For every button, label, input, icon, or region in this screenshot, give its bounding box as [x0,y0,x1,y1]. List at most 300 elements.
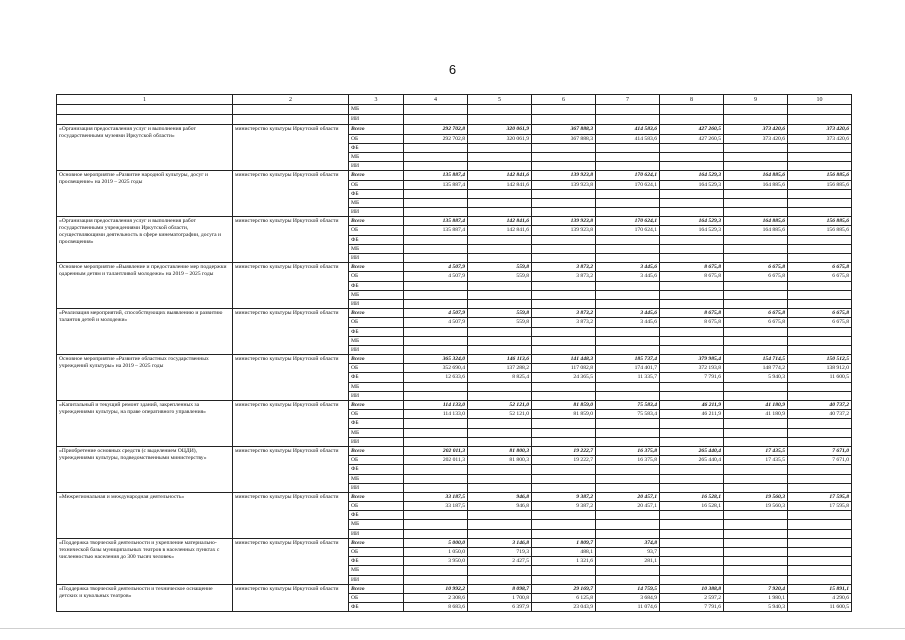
value-cell [660,538,724,547]
value-cell [404,382,468,391]
value-cell [724,474,788,483]
value-cell: 7 791,6 [660,603,724,612]
value-cell: 135 887,4 [404,226,468,235]
value-cell: 156 885,6 [788,171,852,180]
value-cell: 559,8 [468,272,532,281]
value-cell: 142 841,6 [468,226,532,235]
value-cell [404,566,468,575]
value-cell [468,290,532,299]
value-cell [724,483,788,492]
table-row [57,115,852,125]
funding-source-cell: ОБ [349,502,404,511]
value-cell [724,105,788,115]
value-cell [788,529,852,538]
value-cell [468,152,532,161]
funding-source-cell: ФБ [349,557,404,566]
value-cell [724,290,788,299]
value-cell: 373 420,6 [788,125,852,134]
header-row [57,95,852,105]
value-cell [788,198,852,207]
value-cell [468,382,532,391]
value-cell [660,483,724,492]
responsible-executor: министерство культуры Иркутской области [233,125,349,171]
funding-source-cell: ОБ [349,318,404,327]
funding-source-cell: Всего [349,584,404,593]
value-cell [724,419,788,428]
value-cell: 3 873,2 [532,309,596,318]
funding-source-cell: МБ [349,244,404,253]
budget-table [56,94,852,612]
value-cell: 372 193,8 [660,364,724,373]
value-cell [660,290,724,299]
value-cell [596,391,660,400]
value-cell [596,115,660,125]
value-cell [788,162,852,171]
value-cell: 1 700,8 [468,593,532,602]
value-cell: 81 859,0 [532,410,596,419]
value-cell: 414 583,6 [596,134,660,143]
value-cell [468,254,532,263]
value-cell [596,105,660,115]
value-cell: 17 595,8 [788,492,852,501]
funding-source-cell: ОБ [349,180,404,189]
table-row [57,309,852,318]
value-cell: 19 222,7 [532,456,596,465]
funding-source-cell: ФБ [349,603,404,612]
activity-description: Основное мероприятие «Развитие народной культуры, досуг и просвещение» на 2019 – 2025 годы [57,171,233,217]
funding-source-cell: Всего [349,217,404,226]
value-cell [404,474,468,483]
value-cell [596,299,660,308]
value-cell [532,162,596,171]
value-cell: 414 583,6 [596,125,660,134]
value-cell [404,254,468,263]
value-cell: 9 387,2 [532,502,596,511]
value-cell: 427 260,5 [660,125,724,134]
funding-source-cell: ИИ [349,437,404,446]
value-cell [788,538,852,547]
funding-source-cell: Всего [349,263,404,272]
value-cell: 139 923,8 [532,180,596,189]
value-cell [596,483,660,492]
funding-source-cell: Всего [349,125,404,134]
value-cell [404,428,468,437]
value-cell: 164 529,3 [660,217,724,226]
funding-source-cell: МБ [349,428,404,437]
value-cell: 40 737,2 [788,410,852,419]
value-cell [660,474,724,483]
value-cell [532,327,596,336]
value-cell [596,198,660,207]
value-cell: 17 435,5 [724,446,788,455]
value-cell: 139 923,8 [532,217,596,226]
value-cell: 265 440,4 [660,446,724,455]
value-cell [404,281,468,290]
value-cell: 4 507,9 [404,309,468,318]
value-cell [404,391,468,400]
value-cell [724,465,788,474]
value-cell: 19 222,7 [532,446,596,455]
value-cell [532,345,596,354]
value-cell: 10 992,2 [404,584,468,593]
column-number-header: 9 [724,95,788,105]
value-cell: 3 873,2 [532,272,596,281]
value-cell [724,208,788,217]
value-cell: 365 324,0 [404,355,468,364]
value-cell [660,254,724,263]
value-cell: 6 675,8 [788,272,852,281]
funding-source-cell: ИИ [349,345,404,354]
value-cell [724,575,788,584]
value-cell [404,152,468,161]
value-cell: 3 873,2 [532,263,596,272]
funding-source-cell: ИИ [349,208,404,217]
table-row [57,538,852,547]
value-cell: 7 671,0 [788,456,852,465]
value-cell: 374,8 [596,538,660,547]
value-cell [660,208,724,217]
value-cell [788,437,852,446]
value-cell: 946,8 [468,492,532,501]
value-cell [724,143,788,152]
value-cell: 7 671,0 [788,446,852,455]
activity-description: «Реализация мероприятий, способствующих выявлению и развитию талантов детей и молодежи» [57,309,233,355]
value-cell: 8 675,8 [660,318,724,327]
value-cell [788,511,852,520]
column-number-header: 3 [349,95,404,105]
value-cell [660,281,724,290]
value-cell [404,483,468,492]
value-cell: 139 923,8 [532,171,596,180]
value-cell: 135 887,4 [404,180,468,189]
value-cell [788,419,852,428]
value-cell: 3 445,6 [596,309,660,318]
value-cell: 6 675,8 [724,272,788,281]
funding-source-cell: ИИ [349,299,404,308]
value-cell: 170 624,1 [596,171,660,180]
value-cell: 719,3 [468,548,532,557]
value-cell [660,437,724,446]
value-cell: 52 121,0 [468,401,532,410]
value-cell: 14 759,5 [596,584,660,593]
value-cell [404,143,468,152]
value-cell [404,208,468,217]
value-cell [468,419,532,428]
value-cell [788,290,852,299]
value-cell [532,511,596,520]
value-cell [724,557,788,566]
value-cell [788,299,852,308]
value-cell [596,290,660,299]
value-cell [532,391,596,400]
value-cell [660,575,724,584]
value-cell [596,345,660,354]
value-cell [468,474,532,483]
value-cell [724,382,788,391]
value-cell: 16 375,8 [596,446,660,455]
value-cell [660,143,724,152]
value-cell: 23 043,9 [532,603,596,612]
funding-source-cell: ОБ [349,593,404,602]
value-cell [532,566,596,575]
value-cell: 8 098,7 [468,584,532,593]
value-cell: 154 714,5 [724,355,788,364]
funding-source-cell: ОБ [349,548,404,557]
value-cell [404,465,468,474]
responsible-executor: министерство культуры Иркутской области [233,263,349,309]
funding-source-cell: МБ [349,105,404,115]
value-cell [532,143,596,152]
value-cell [468,281,532,290]
value-cell [660,162,724,171]
funding-source-cell: МБ [349,474,404,483]
value-cell [468,437,532,446]
value-cell: 19 560,3 [724,492,788,501]
value-cell [660,152,724,161]
value-cell: 427 260,5 [660,134,724,143]
table-row [57,584,852,593]
value-cell [724,115,788,125]
value-cell [660,557,724,566]
value-cell [660,548,724,557]
funding-source-cell: ФБ [349,327,404,336]
value-cell: 3 873,2 [532,318,596,327]
value-cell [788,327,852,336]
value-cell: 3 445,6 [596,318,660,327]
value-cell [468,198,532,207]
value-cell [468,345,532,354]
activity-description: Основное мероприятие «Выявление и предоставление мер поддержки одаренным детям и талантливой молодежи» на 2019 – 2025 годы [57,263,233,309]
value-cell: 7 791,6 [660,373,724,382]
value-cell: 2 308,6 [404,593,468,602]
value-cell: 139 923,8 [532,226,596,235]
value-cell: 117 082,8 [532,364,596,373]
value-cell: 16 375,8 [596,456,660,465]
value-cell [788,235,852,244]
value-cell [660,299,724,308]
responsible-cell [233,115,349,125]
value-cell [404,437,468,446]
value-cell: 559,8 [468,318,532,327]
value-cell [596,520,660,529]
value-cell [788,345,852,354]
funding-source-cell: Всего [349,171,404,180]
value-cell: 6 675,8 [724,318,788,327]
value-cell [404,575,468,584]
value-cell [724,520,788,529]
value-cell [532,198,596,207]
value-cell [404,189,468,198]
funding-source-cell: ОБ [349,364,404,373]
value-cell: 202 011,3 [404,456,468,465]
value-cell [532,529,596,538]
value-cell: 5 940,3 [724,373,788,382]
value-cell [660,189,724,198]
value-cell [596,208,660,217]
value-cell [788,575,852,584]
funding-source-cell: МБ [349,566,404,575]
funding-source-cell: Всего [349,355,404,364]
value-cell [596,143,660,152]
value-cell [532,428,596,437]
funding-source-cell: МБ [349,152,404,161]
description-cell [57,115,233,125]
value-cell [532,189,596,198]
value-cell: 6 675,8 [788,318,852,327]
page-bottom-edge [0,628,905,629]
value-cell: 8 675,8 [660,272,724,281]
value-cell: 93,7 [596,548,660,557]
value-cell [532,465,596,474]
value-cell: 41 180,9 [724,401,788,410]
value-cell: 367 888,3 [532,125,596,134]
funding-source-cell: ОБ [349,134,404,143]
value-cell: 8 675,8 [660,263,724,272]
value-cell [404,520,468,529]
funding-source-cell: ОБ [349,456,404,465]
value-cell: 6 675,8 [724,309,788,318]
value-cell [468,336,532,345]
funding-source-cell: ФБ [349,419,404,428]
value-cell: 202 011,3 [404,446,468,455]
value-cell: 373 420,6 [724,134,788,143]
value-cell: 33 187,5 [404,492,468,501]
value-cell [404,345,468,354]
value-cell [404,115,468,125]
value-cell [724,538,788,547]
funding-source-cell: ФБ [349,511,404,520]
responsible-cell [233,105,349,115]
value-cell: 292 702,8 [404,134,468,143]
value-cell [660,465,724,474]
value-cell: 156 885,6 [788,226,852,235]
value-cell [468,244,532,253]
value-cell [532,254,596,263]
value-cell [596,465,660,474]
value-cell: 141 448,3 [532,355,596,364]
value-cell: 114 133,0 [404,401,468,410]
page-number: 6 [448,62,457,77]
column-number-header: 1 [57,95,233,105]
value-cell: 17 595,8 [788,502,852,511]
value-cell: 185 737,4 [596,355,660,364]
funding-source-cell: ФБ [349,189,404,198]
value-cell [532,437,596,446]
value-cell: 11 074,6 [596,603,660,612]
value-cell: 164 885,6 [724,217,788,226]
value-cell [596,244,660,253]
value-cell: 379 985,4 [660,355,724,364]
value-cell: 352 690,4 [404,364,468,373]
value-cell [404,162,468,171]
value-cell [468,529,532,538]
funding-source-cell: МБ [349,290,404,299]
activity-description: «Капитальный и текущий ремонт зданий, закрепленных за учреждениями культуры, на праве оперативного управления» [57,401,233,447]
value-cell [724,299,788,308]
funding-source-cell: ИИ [349,575,404,584]
value-cell [660,566,724,575]
value-cell: 2 597,2 [660,593,724,602]
value-cell [788,105,852,115]
value-cell [404,244,468,253]
value-cell [532,474,596,483]
value-cell [660,428,724,437]
value-cell [660,345,724,354]
value-cell [788,244,852,253]
value-cell: 46 211,9 [660,410,724,419]
value-cell [532,152,596,161]
value-cell [660,105,724,115]
value-cell [724,244,788,253]
value-cell [596,474,660,483]
value-cell: 4 507,9 [404,318,468,327]
value-cell: 5 000,0 [404,538,468,547]
column-number-header: 10 [788,95,852,105]
value-cell [404,511,468,520]
value-cell: 75 583,4 [596,410,660,419]
table-row [57,492,852,501]
value-cell: 367 888,3 [532,134,596,143]
table-row [57,171,852,180]
funding-source-cell: Всего [349,446,404,455]
value-cell: 170 624,1 [596,226,660,235]
value-cell [404,198,468,207]
responsible-executor: министерство культуры Иркутской области [233,401,349,447]
value-cell: 138 912,0 [788,364,852,373]
value-cell: 75 583,4 [596,401,660,410]
value-cell [532,115,596,125]
value-cell: 52 121,0 [468,410,532,419]
funding-source-cell: ИИ [349,254,404,263]
value-cell: 150 512,5 [788,355,852,364]
value-cell: 16 528,1 [660,492,724,501]
value-cell [596,437,660,446]
value-cell: 292 702,8 [404,125,468,134]
value-cell [724,189,788,198]
funding-source-cell: ИИ [349,529,404,538]
value-cell: 170 624,1 [596,180,660,189]
value-cell [532,281,596,290]
value-cell [660,529,724,538]
value-cell [788,115,852,125]
value-cell: 24 365,5 [532,373,596,382]
value-cell: 6 675,8 [724,263,788,272]
funding-source-cell: ИИ [349,483,404,492]
responsible-executor: министерство культуры Иркутской области [233,492,349,538]
value-cell: 6 125,8 [532,593,596,602]
responsible-executor: министерство культуры Иркутской области [233,584,349,612]
funding-source-cell: ОБ [349,272,404,281]
value-cell: 4 290,6 [788,593,852,602]
value-cell: 17 435,5 [724,456,788,465]
value-cell: 164 529,3 [660,180,724,189]
table-row [57,263,852,272]
column-number-header: 8 [660,95,724,105]
value-cell [788,189,852,198]
funding-source-cell: ФБ [349,281,404,290]
value-cell: 3 950,0 [404,557,468,566]
value-cell [532,483,596,492]
value-cell: 174 401,7 [596,364,660,373]
value-cell [532,575,596,584]
funding-source-cell: МБ [349,520,404,529]
responsible-executor: министерство культуры Иркутской области [233,171,349,217]
value-cell [724,198,788,207]
value-cell: 146 113,6 [468,355,532,364]
value-cell: 320 061,9 [468,134,532,143]
funding-source-cell: ИИ [349,391,404,400]
value-cell [660,511,724,520]
